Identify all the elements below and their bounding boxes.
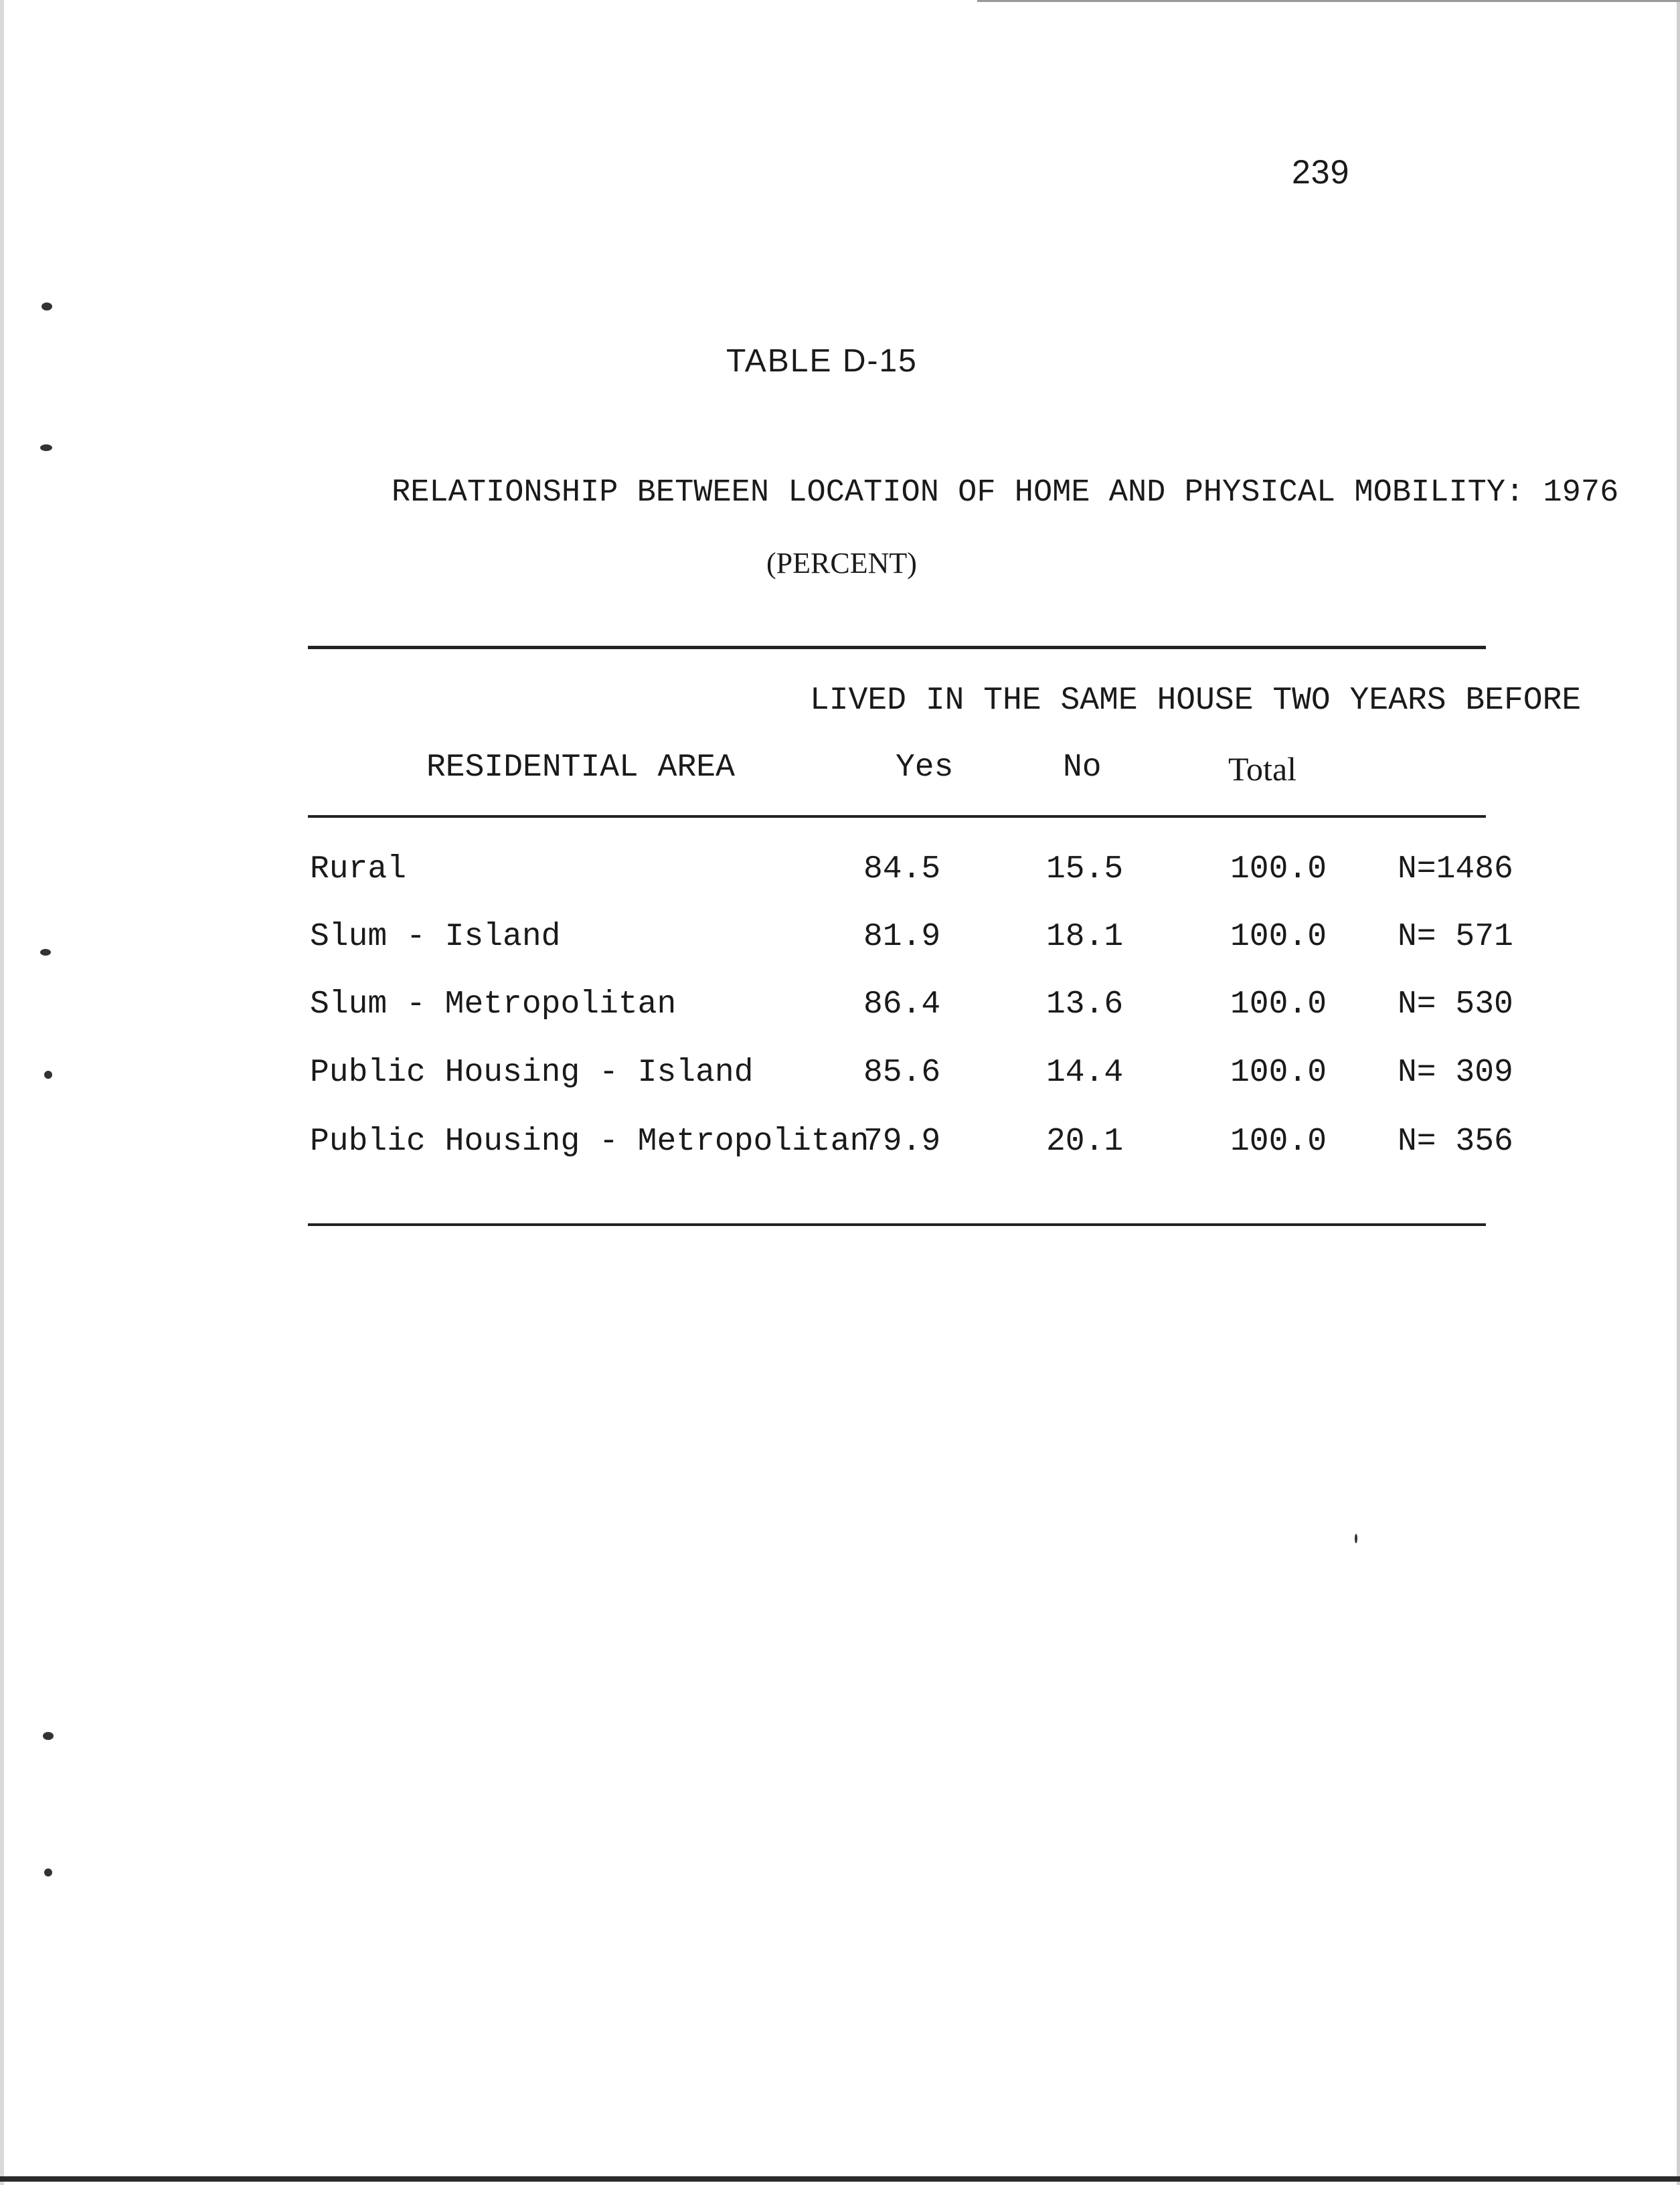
cell-yes: 85.6 xyxy=(863,1055,941,1091)
scan-speck xyxy=(40,444,52,451)
spanning-column-header: LIVED IN THE SAME HOUSE TWO YEARS BEFORE xyxy=(810,683,1582,719)
table-title: RELATIONSHIP BETWEEN LOCATION OF HOME AND PHYSICAL MOBILITY: 1976 xyxy=(392,475,1619,511)
column-header-no: No xyxy=(1063,750,1102,786)
cell-yes: 79.9 xyxy=(863,1124,941,1160)
cell-no: 18.1 xyxy=(1046,919,1124,955)
table-row-label: Slum - Island xyxy=(310,919,561,955)
scan-speck xyxy=(1355,1534,1357,1543)
cell-n: N= 356 xyxy=(1398,1124,1513,1160)
table-row-label: Public Housing - Metropolitan xyxy=(310,1124,869,1160)
table-label: TABLE D-15 xyxy=(726,343,918,379)
table-row-label: Slum - Metropolitan xyxy=(310,986,677,1023)
scan-speck xyxy=(44,1868,52,1876)
cell-yes: 86.4 xyxy=(863,986,941,1023)
table-row-label: Rural xyxy=(310,851,407,887)
cell-total: 100.0 xyxy=(1230,986,1327,1023)
cell-yes: 81.9 xyxy=(863,919,941,955)
cell-yes: 84.5 xyxy=(863,851,941,887)
scan-edge-bottom xyxy=(0,2176,1680,2182)
table-top-rule xyxy=(308,646,1486,649)
scan-speck xyxy=(40,949,51,956)
page-number: 239 xyxy=(1292,153,1350,191)
scan-edge-left xyxy=(0,0,4,2185)
cell-n: N= 309 xyxy=(1398,1055,1513,1091)
cell-total: 100.0 xyxy=(1230,1124,1327,1160)
scan-speck xyxy=(44,1071,52,1079)
cell-n: N= 530 xyxy=(1398,986,1513,1023)
cell-total: 100.0 xyxy=(1230,851,1327,887)
table-header-rule xyxy=(308,815,1486,818)
cell-no: 20.1 xyxy=(1046,1124,1124,1160)
cell-no: 15.5 xyxy=(1046,851,1124,887)
scan-edge-right xyxy=(1677,0,1680,2185)
cell-n: N= 571 xyxy=(1398,919,1513,955)
table-bottom-rule xyxy=(308,1223,1486,1226)
scan-speck xyxy=(43,1732,54,1740)
cell-total: 100.0 xyxy=(1230,919,1327,955)
cell-no: 14.4 xyxy=(1046,1055,1124,1091)
cell-n: N=1486 xyxy=(1398,851,1513,887)
column-header-residential-area: RESIDENTIAL AREA xyxy=(426,750,735,786)
column-header-total: Total xyxy=(1228,750,1297,788)
scan-speck xyxy=(41,302,52,311)
cell-total: 100.0 xyxy=(1230,1055,1327,1091)
table-subtitle: (PERCENT) xyxy=(766,547,917,580)
scan-top-line xyxy=(977,0,1680,2)
cell-no: 13.6 xyxy=(1046,986,1124,1023)
table-row-label: Public Housing - Island xyxy=(310,1055,754,1091)
column-header-yes: Yes xyxy=(896,750,954,786)
